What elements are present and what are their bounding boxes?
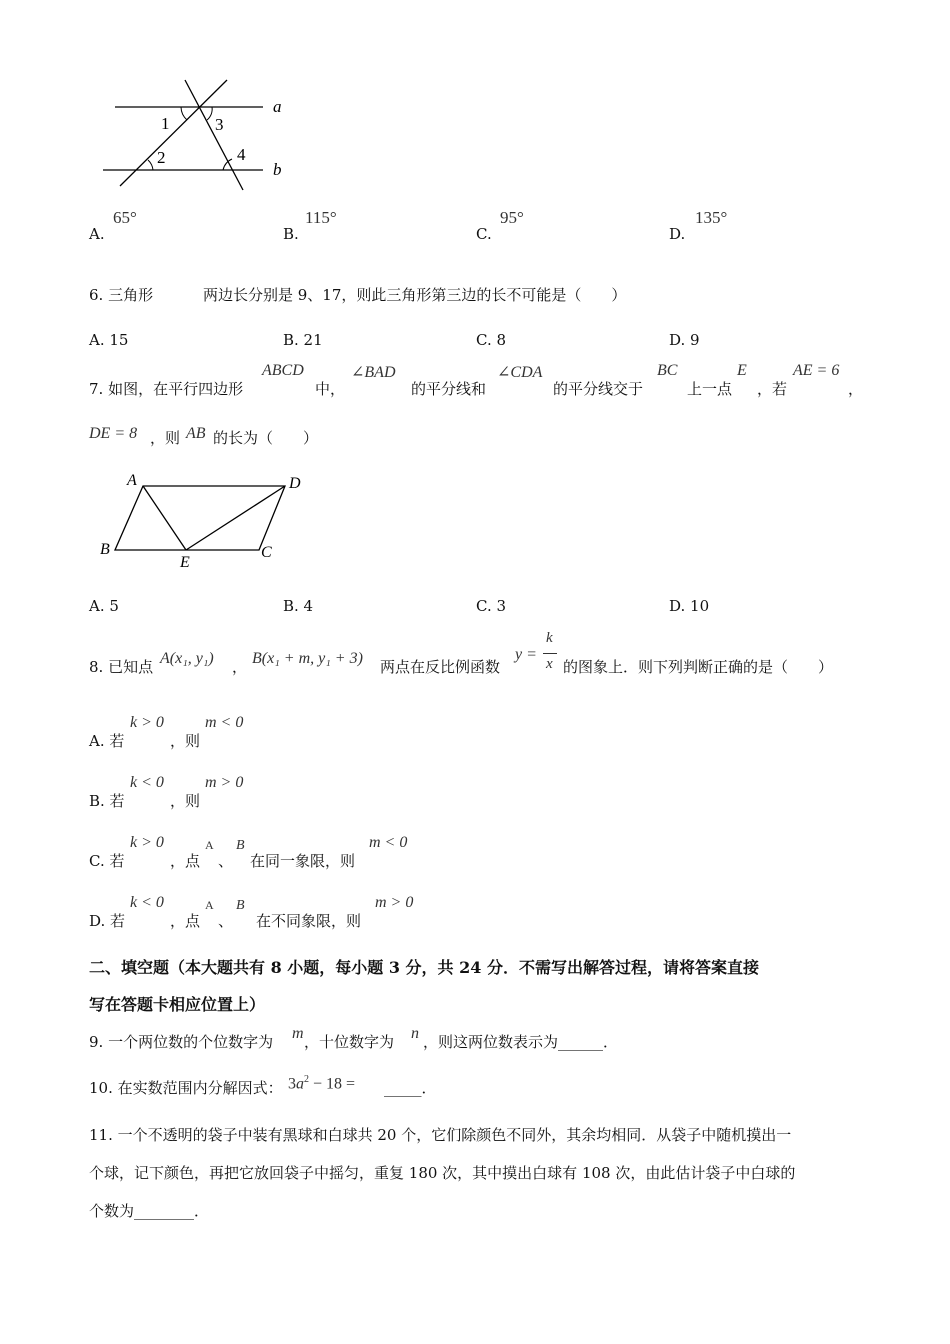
q8-option-b-mid: ，则 <box>170 792 201 810</box>
q9-text-3: ，则这两位数表示为______． <box>423 1033 619 1051</box>
q9-math-m: m <box>292 1025 304 1042</box>
q5-option-b-value: 115° <box>305 208 337 227</box>
q11-line2: 个球，记下颜色，再把它放回袋子中摇匀，重复 180 次，其中摸出白球有 108 次，由此估计袋子中白球的 <box>89 1164 796 1182</box>
q9-math-n: n <box>411 1025 419 1042</box>
q8-text-4: 的图象上．则下列判断正确的是（ ） <box>563 658 834 676</box>
vertex-label-d: D <box>289 475 301 492</box>
q7-text-8: ，则 <box>150 429 181 447</box>
q7-text-1: 7. 如图，在平行四边形 <box>89 380 244 398</box>
q7-text-5: 上一点 <box>687 380 733 398</box>
q8-option-a-prefix: A. 若 <box>89 732 125 750</box>
q8-option-d-point-b: B <box>236 898 245 913</box>
q5-option-c-letter: C. <box>476 225 492 243</box>
q7-text-2: 中， <box>315 380 346 398</box>
line-label-a: a <box>273 97 282 116</box>
q8-option-b-result: m > 0 <box>205 774 244 791</box>
vertex-label-a: A <box>127 472 137 489</box>
q7-math-bad: ∠BAD <box>351 364 396 381</box>
q7-option-d: D. 10 <box>669 597 710 615</box>
q8-option-d-mid2: 在不同象限，则 <box>256 912 362 930</box>
q10-expr-exp: 2 <box>304 1074 309 1085</box>
q6-option-c: C. 8 <box>476 331 507 349</box>
q6-option-d: D. 9 <box>669 331 700 349</box>
q8-text-2: ， <box>232 658 248 676</box>
section-heading-line1: 二、填空题（本大题共有 8 小题，每小题 3 分，共 24 分．不需写出解答过程，请将答案直接 <box>89 958 759 977</box>
q8-option-a-cond: k > 0 <box>130 714 164 731</box>
transversal-right <box>185 80 243 190</box>
q6-stem-a: 6. 三角形 <box>89 286 154 304</box>
section-heading-line2: 写在答题卡相应位置上） <box>89 995 266 1014</box>
q8-text-1: 8. 已知点 <box>89 658 154 676</box>
q7-text-3: 的平分线和 <box>411 380 487 398</box>
q8-option-b-prefix: B. 若 <box>89 792 125 810</box>
q7-math-ab: AB <box>186 425 206 442</box>
q8-option-c-prefix: C. 若 <box>89 852 125 870</box>
q8-option-a-mid: ，则 <box>170 732 201 750</box>
q10-expr-rest: − 18 = <box>309 1075 356 1093</box>
angle-2-arc <box>148 160 153 170</box>
q5-option-a-value: 65° <box>113 208 137 227</box>
q11-line3: 个数为________． <box>89 1202 210 1220</box>
angle-3-arc <box>207 107 212 120</box>
vertex-label-c: C <box>261 544 272 561</box>
q8-option-d-cond: k < 0 <box>130 894 164 911</box>
q8-option-d-sep: 、 <box>218 912 234 930</box>
q7-math-de: DE = 8 <box>89 425 138 442</box>
q5-option-a-letter: A. <box>89 225 105 243</box>
q7-math-bc: BC <box>657 362 678 379</box>
q5-option-d-value: 135° <box>695 208 728 227</box>
q5-option-b-letter: B. <box>283 225 299 243</box>
q8-point-a: A(x₁, y₁) <box>160 650 214 667</box>
q10-expression <box>288 1074 355 1093</box>
q7-text-6: ，若 <box>757 380 788 398</box>
q8-option-d-point-a: A <box>205 898 214 912</box>
q6-stem-b: 两边长分别是 9、17，则此三角形第三边的长不可能是（ ） <box>203 286 627 304</box>
q8-fn-y: y = <box>515 646 537 663</box>
q8-option-c-result: m < 0 <box>369 834 408 851</box>
q8-option-c-cond: k > 0 <box>130 834 164 851</box>
q11-line1: 11. 一个不透明的袋子中装有黑球和白球共 20 个，它们除颜色不同外，其余均相同．从袋子中随机摸出一 <box>89 1126 792 1144</box>
q10-expr-var: a <box>296 1075 304 1093</box>
q7-option-b: B. 4 <box>283 597 314 615</box>
angle-label-3: 3 <box>215 115 224 134</box>
q10-text-1: 10. 在实数范围内分解因式： <box>89 1079 283 1097</box>
angle-label-1: 1 <box>161 114 170 133</box>
q7-math-cda: ∠CDA <box>497 364 543 381</box>
q8-fn-numerator: k <box>546 630 553 646</box>
q6-option-b: B. 21 <box>283 331 323 349</box>
q7-text-7: ， <box>848 380 864 398</box>
q7-option-a: A. 5 <box>89 597 119 615</box>
angle-label-4: 4 <box>237 145 246 164</box>
q9-text-2: ，十位数字为 <box>304 1033 395 1051</box>
q7-text-9: 的长为（ ） <box>213 429 319 447</box>
q7-math-ae: AE = 6 <box>793 362 840 379</box>
q8-option-b-cond: k < 0 <box>130 774 164 791</box>
point-label-e: E <box>180 554 190 571</box>
q8-option-a-result: m < 0 <box>205 714 244 731</box>
q8-option-d-mid1: ，点 <box>170 912 201 930</box>
q6-option-a: A. 15 <box>89 331 129 349</box>
q9-text-1: 9. 一个两位数的个位数字为 <box>89 1033 274 1051</box>
parallelogram-figure <box>95 468 315 573</box>
q7-text-4: 的平分线交于 <box>553 380 644 398</box>
segment-de <box>186 486 285 550</box>
q8-point-b: B(x₁ + m, y₁ + 3) <box>252 650 363 667</box>
segment-ae <box>143 486 186 550</box>
q8-option-c-sep: 、 <box>218 852 234 870</box>
q8-fn-denominator: x <box>546 656 553 672</box>
q8-fraction-bar <box>543 653 557 654</box>
q7-option-c: C. 3 <box>476 597 507 615</box>
q10-expr-coef: 3 <box>288 1075 296 1093</box>
angle-1-arc <box>181 107 187 120</box>
parallel-lines-figure <box>95 70 295 195</box>
q5-option-c-value: 95° <box>500 208 524 227</box>
q8-option-c-point-b: B <box>236 838 245 853</box>
line-label-b: b <box>273 160 282 179</box>
q8-text-3: 两点在反比例函数 <box>380 658 501 676</box>
q8-option-c-point-a: A <box>205 838 214 852</box>
vertex-label-b: B <box>100 541 110 558</box>
q8-option-c-mid2: 在同一象限，则 <box>250 852 356 870</box>
q5-option-d-letter: D. <box>669 225 686 243</box>
q7-math-e: E <box>737 362 747 379</box>
q8-option-d-prefix: D. 若 <box>89 912 126 930</box>
angle-label-2: 2 <box>157 148 166 167</box>
q8-option-d-result: m > 0 <box>375 894 414 911</box>
q10-text-2: _____． <box>384 1079 437 1097</box>
q7-math-abcd: ABCD <box>262 362 304 379</box>
q8-option-c-mid1: ，点 <box>170 852 201 870</box>
